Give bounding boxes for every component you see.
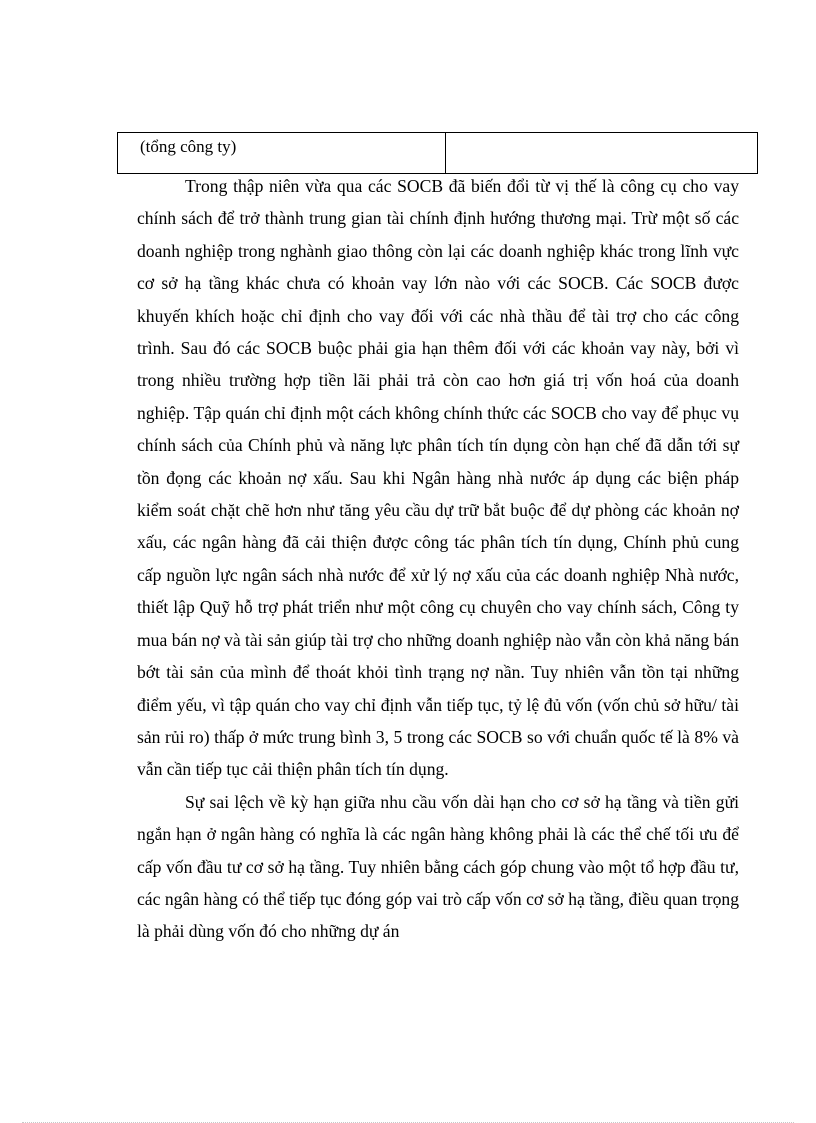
table-row bbox=[118, 133, 758, 174]
paragraph: Sự sai lệch về kỳ hạn giữa nhu cầu vốn dài hạn cho cơ sở hạ tầng và tiền gửi ngắn hạn ở ngân hàng có nghĩa là các ngân hàng không phải là các thể chế tối ưu để cấp vốn đầu tư cơ sở hạ tầng. Tuy nhiên bằng cách góp chung vào một tổ hợp đầu tư, các ngân hàng có thể tiếp tục đóng góp vai trò cấp vốn cơ sở hạ tầng, điều quan trọng là phải dùng vốn đó cho những dự án bbox=[137, 791, 739, 942]
table-cell bbox=[446, 133, 758, 174]
body-text bbox=[137, 170, 739, 948]
continuation-table bbox=[117, 132, 758, 174]
paragraph: Trong thập niên vừa qua các SOCB đã biến đổi từ vị thế là công cụ cho vay chính sách để trở thành trung gian tài chính định hướng thương mại. Trừ một số các doanh nghiệp trong nghành giao thông còn lại các doanh nghiệp khác trong lĩnh vực cơ sở hạ tầng khác chưa có khoản vay lớn nào với các SOCB. Các SOCB được khuyến khích hoặc chỉ định cho vay đối với các nhà thầu để tài trợ cho các công trình. Sau đó các SOCB buộc phải gia hạn thêm đối với các khoản vay này, bởi vì trong nhiều trường hợp tiền lãi phải trả còn cao hơn giá trị vốn hoá của doanh nghiệp. Tập quán chỉ định một cách không chính thức các SOCB cho vay để phục vụ chính sách của Chính phủ và năng lực phân tích tín dụng còn hạn chế đã dẫn tới sự tồn đọng các khoản nợ xấu. Sau khi Ngân hàng nhà nước áp dụng các biện pháp kiểm soát chặt chẽ hơn như tăng yêu cầu dự trữ bắt buộc để dự phòng các khoản nợ xấu, các ngân hàng đã cải thiện được công tác phân tích tín dụng, Chính phủ cung cấp nguồn lực ngân sách nhà nước để xử lý nợ xấu của các doanh nghiệp Nhà nước, thiết lập Quỹ hỗ trợ phát triển như một công cụ chuyên cho vay chính sách, Công ty mua bán nợ và tài sản giúp tài trợ cho những doanh nghiệp nào vẫn còn khả năng bán bớt tài sản của mình để thoát khỏi tình trạng nợ nần. Tuy nhiên vẫn tồn tại những điểm yếu, vì tập quán cho vay chỉ định vẫn tiếp tục, tỷ lệ đủ vốn (vốn chủ sở hữu/ tài sản rủi ro) thấp ở mức trung bình 3, 5 trong các SOCB so với chuẩn quốc tế là 8% và vẫn cần tiếp tục cải thiện phân tích tín dụng. bbox=[137, 176, 739, 780]
table-cell-text: (tổng công ty) bbox=[140, 137, 237, 156]
table-cell bbox=[118, 133, 446, 174]
